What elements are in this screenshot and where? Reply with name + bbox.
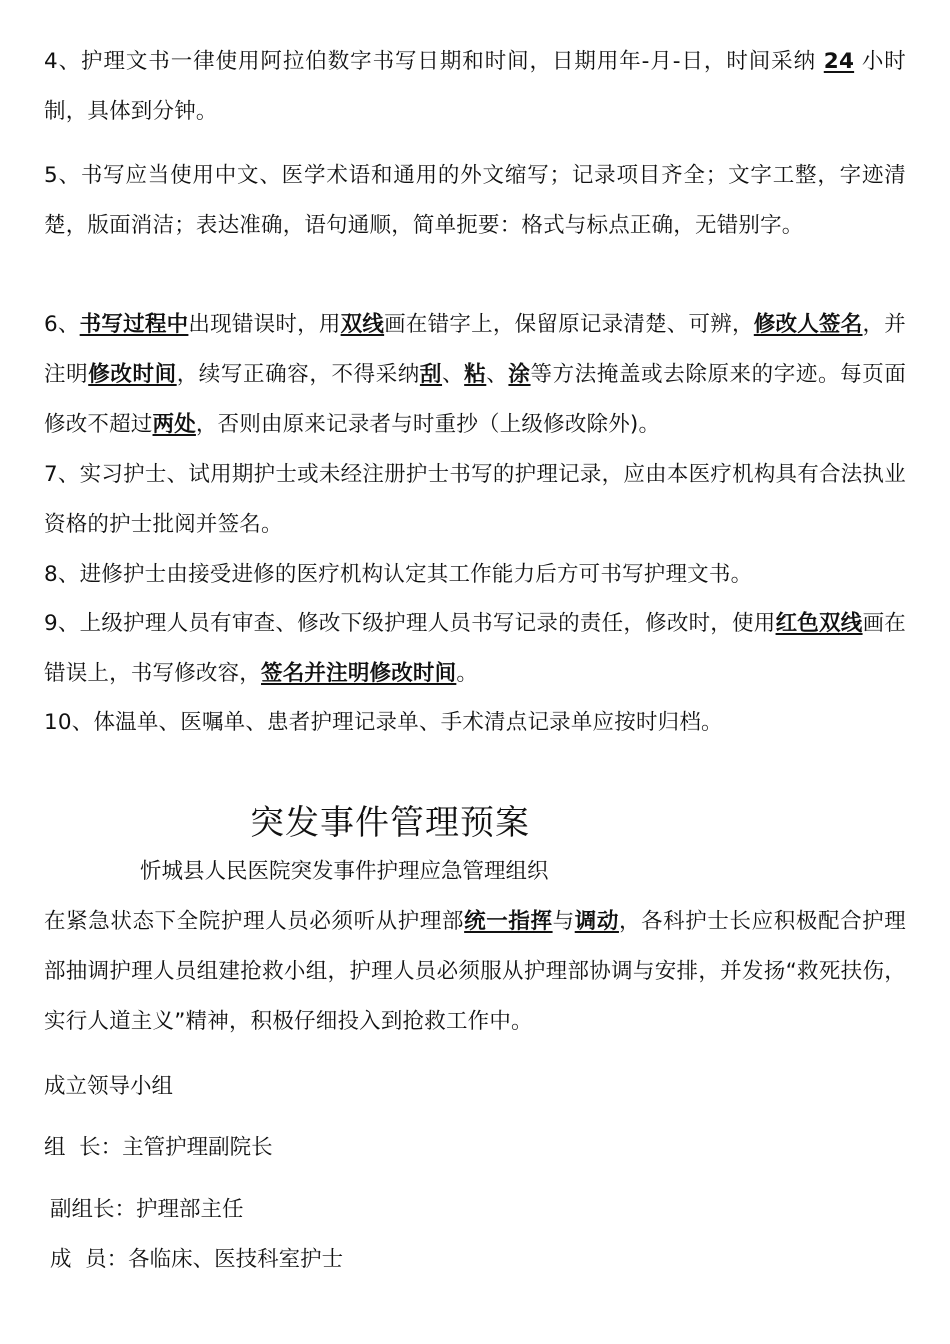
- item-5-seg-0: 5、书写应当使用中文、医学术语和通用的外文缩写；记录项目齐全；文字工整，字迹清楚，版面消洁；表达准确，语句通顺，简单扼要：格式与标点正确，无错别字。: [44, 163, 906, 238]
- item-6-seg-6: ，并注明: [44, 312, 906, 387]
- item-9-seg-0: 9、上级护理人员有审查、修改下级护理人员书写记录的责任，修改时，使用: [44, 611, 776, 636]
- item-6-seg-13: 涂: [508, 362, 531, 387]
- members-line: 成 员：各临床、医技科室护士: [50, 1247, 344, 1272]
- item-9: [44, 599, 906, 699]
- item-6-seg-15: 两处: [152, 412, 196, 437]
- item-6-seg-11: 粘: [464, 362, 487, 387]
- item-6-seg-7: 修改时间: [88, 362, 177, 387]
- item-6-seg-8: ，续写正确容，不得采纳: [176, 362, 420, 387]
- item-6-seg-9: 刮: [419, 362, 443, 387]
- item-9-seg-1: 红色双线: [775, 611, 863, 636]
- item-6-seg-14: 等方法掩盖或去除原来的字迹。每页面修改不超过: [44, 362, 907, 437]
- item-9-seg-3: 签名并注明修改时间: [261, 661, 457, 686]
- item-4: [44, 37, 906, 137]
- intro-seg-1: 统一指挥: [464, 909, 553, 934]
- item-10: [44, 698, 906, 748]
- section-title: 突发事件管理预案: [250, 803, 530, 843]
- intro-seg-3: 调动: [574, 909, 619, 934]
- intro-paragraph: [44, 897, 906, 1047]
- group-heading: 成立领导小组: [44, 1074, 174, 1099]
- item-8: [44, 550, 906, 600]
- section-subtitle: 忻城县人民医院突发事件护理应急管理组织: [140, 859, 549, 884]
- item-10-seg-0: 10、体温单、医嘱单、患者护理记录单、手术清点记录单应按时归档。: [44, 710, 723, 735]
- item-6-seg-0: 6、: [44, 312, 80, 337]
- item-6-seg-3: 双线: [340, 312, 385, 337]
- item-5: [44, 151, 906, 251]
- intro-seg-4: ，各科护士长应积极配合护理部抽调护理人员组建抢救小组，护理人员必须服从护理部协调与安排，并发扬“救死扶伤，实行人道主义”精神，积极仔细投入到抢救工作中。: [44, 909, 906, 1034]
- item-6-seg-4: 画在错字上，保留原记录清楚、可辨，: [384, 312, 754, 337]
- item-9-seg-4: 。: [456, 661, 479, 686]
- item-9-seg-2: 画在错误上，书写修改容，: [44, 611, 907, 686]
- item-8-seg-0: 8、进修护士由接受进修的医疗机构认定其工作能力后方可书写护理文书。: [44, 562, 753, 587]
- item-6-seg-12: 、: [486, 362, 509, 387]
- deputy-line: 副组长：护理部主任: [50, 1197, 244, 1222]
- item-6-seg-16: ，否则由原来记录者与时重抄（上级修改除外)。: [195, 412, 661, 437]
- item-4-seg-2: 小时制，具体到分钟。: [44, 49, 906, 124]
- item-6-seg-2: 出现错误时，用: [188, 312, 341, 337]
- item-7-seg-0: 7、实习护士、试用期护士或未经注册护士书写的护理记录，应由本医疗机构具有合法执业资格的护士批阅并签名。: [44, 462, 906, 537]
- item-6-seg-5: 修改人签名: [753, 312, 863, 337]
- leader-line: 组 长：主管护理副院长: [44, 1135, 273, 1160]
- item-4-seg-1: 24: [823, 49, 855, 74]
- item-6-seg-1: 书写过程中: [79, 312, 189, 337]
- intro-seg-2: 与: [552, 909, 575, 934]
- item-6: [44, 300, 906, 450]
- item-7: [44, 450, 906, 550]
- item-6-seg-10: 、: [442, 362, 465, 387]
- intro-seg-0: 在紧急状态下全院护理人员必须听从护理部: [44, 909, 465, 934]
- item-4-seg-0: 4、护理文书一律使用阿拉伯数字书写日期和时间，日期用年-月-日，时间采纳: [44, 49, 824, 74]
